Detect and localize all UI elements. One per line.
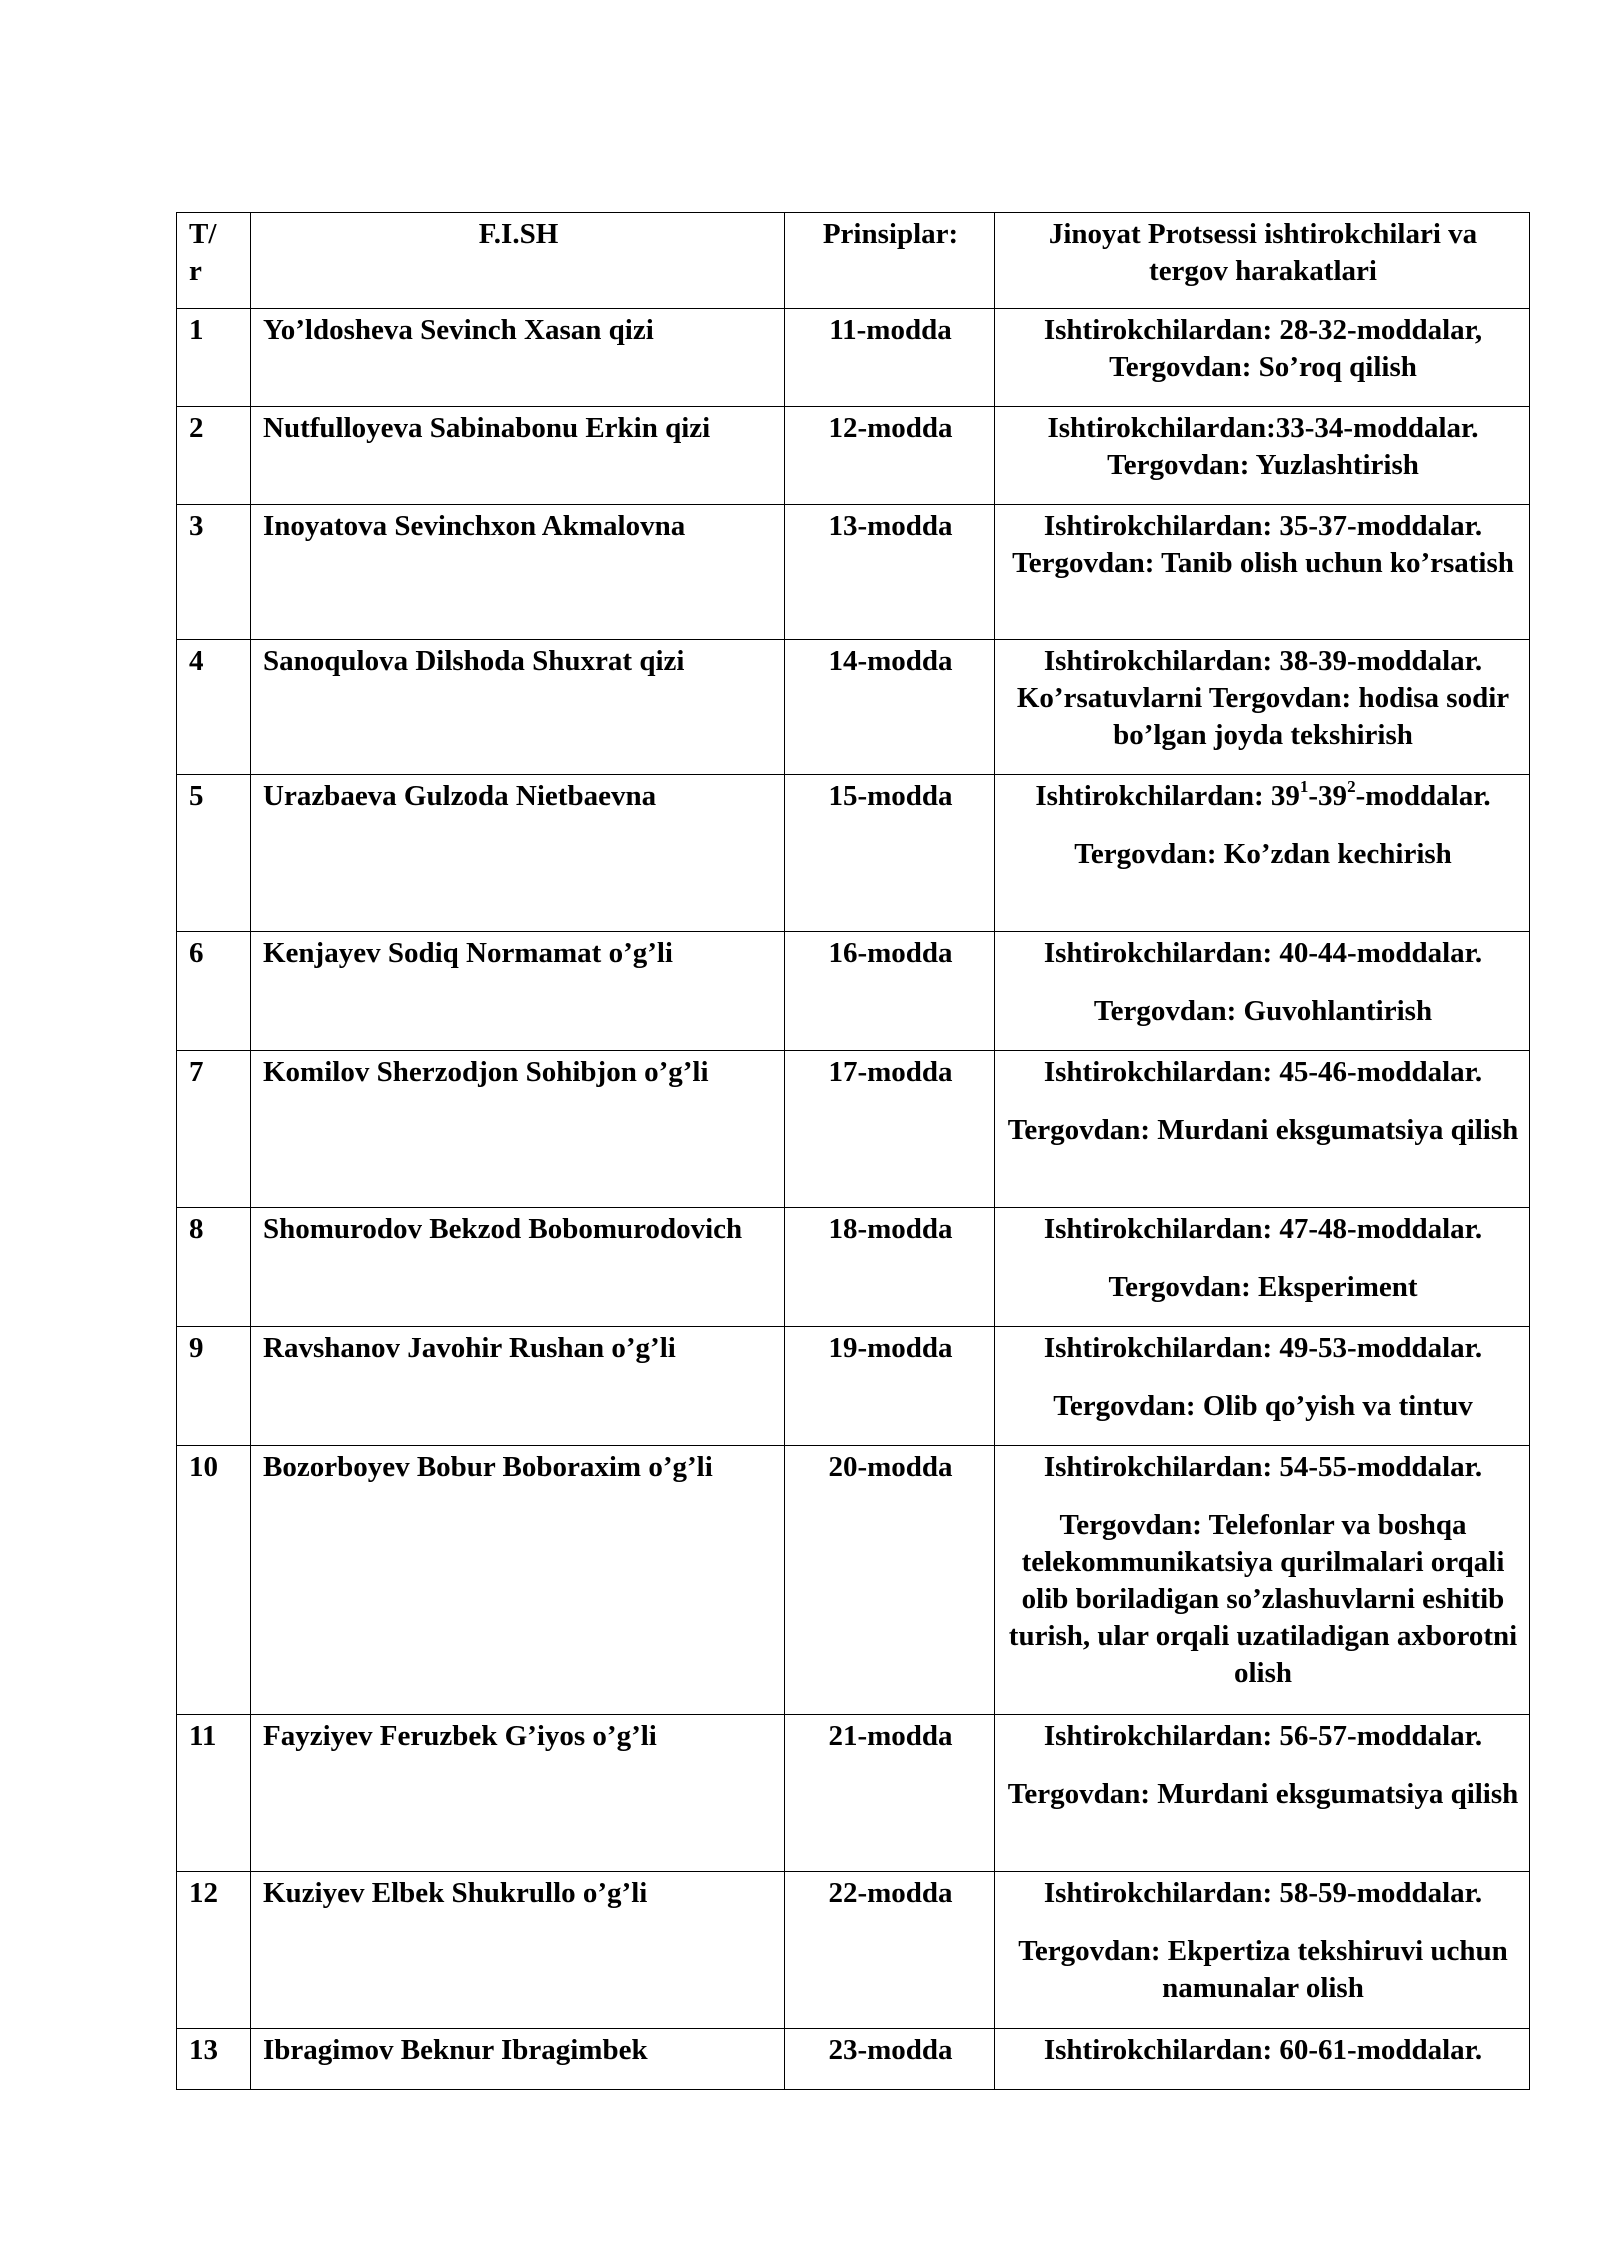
row-article: 12-modda — [785, 407, 995, 505]
header-number-line1: T/ — [189, 218, 217, 250]
participants-text: Ishtirokchilardan: 60-61-moddalar. — [1043, 2034, 1483, 2066]
participants-prefix: Ishtirokchilardan: 39 — [1035, 780, 1300, 812]
table-row — [177, 1051, 1530, 1208]
row-name: Fayziyev Feruzbek G’iyos o’g’li — [251, 1715, 785, 1872]
table-row — [177, 2029, 1530, 2090]
row-article: 22-modda — [785, 1872, 995, 2029]
articles-table — [176, 212, 1530, 2090]
row-number: 6 — [177, 932, 251, 1051]
table-row — [177, 1872, 1530, 2029]
row-article: 14-modda — [785, 640, 995, 775]
investigation-text: Tergovdan: Guvohlantirish — [1093, 995, 1433, 1027]
row-name: Bozorboyev Bobur Boboraxim o’g’li — [251, 1446, 785, 1715]
participants-suffix: -moddalar. — [1355, 780, 1491, 812]
row-number: 9 — [177, 1327, 251, 1446]
row-name: Nutfulloyeva Sabinabonu Erkin qizi — [251, 407, 785, 505]
table-row — [177, 640, 1530, 775]
participants-mid: -39 — [1308, 780, 1348, 812]
row-article: 21-modda — [785, 1715, 995, 1872]
row-number: 3 — [177, 505, 251, 640]
header-row — [177, 213, 1530, 309]
row-participants — [995, 775, 1530, 932]
participants-text: Ishtirokchilardan: 54-55-moddalar. — [1043, 1451, 1483, 1483]
row-number: 12 — [177, 1872, 251, 2029]
table-row — [177, 309, 1530, 407]
superscript-1: 1 — [1299, 777, 1309, 797]
table-row — [177, 505, 1530, 640]
row-participants — [995, 505, 1530, 640]
participants-text: Ishtirokchilardan: 35-37-moddalar. — [1043, 510, 1483, 542]
header-participants: Jinoyat Protsessi ishtirokchilari va tergov harakatlari — [995, 213, 1530, 309]
row-number: 4 — [177, 640, 251, 775]
header-number-line2: r — [189, 255, 202, 287]
table-row — [177, 932, 1530, 1051]
row-participants — [995, 1872, 1530, 2029]
row-number: 13 — [177, 2029, 251, 2090]
investigation-text: Tergovdan: Murdani eksgumatsiya qilish — [1007, 1114, 1519, 1146]
row-article: 23-modda — [785, 2029, 995, 2090]
participants-text: Ishtirokchilardan: 38-39-moddalar. — [1043, 645, 1483, 677]
row-name: Sanoqulova Dilshoda Shuxrat qizi — [251, 640, 785, 775]
row-participants — [995, 932, 1530, 1051]
superscript-2: 2 — [1347, 777, 1356, 797]
row-name: Yo’ldosheva Sevinch Xasan qizi — [251, 309, 785, 407]
investigation-text: Tergovdan: Murdani eksgumatsiya qilish — [1007, 1778, 1519, 1810]
row-participants — [995, 309, 1530, 407]
row-name: Shomurodov Bekzod Bobomurodovich — [251, 1208, 785, 1327]
participants-text: Ishtirokchilardan: 56-57-moddalar. — [1043, 1720, 1483, 1752]
row-article: 15-modda — [785, 775, 995, 932]
row-participants — [995, 1208, 1530, 1327]
row-participants — [995, 1327, 1530, 1446]
row-name: Kuziyev Elbek Shukrullo o’g’li — [251, 1872, 785, 2029]
participants-text: Ishtirokchilardan:33-34-moddalar. — [1047, 412, 1479, 444]
row-article: 11-modda — [785, 309, 995, 407]
row-number: 2 — [177, 407, 251, 505]
header-name: F.I.SH — [251, 213, 785, 309]
row-article: 20-modda — [785, 1446, 995, 1715]
participants-text: Ishtirokchilardan: 28-32-moddalar, — [1043, 314, 1483, 346]
row-name: Urazbaeva Gulzoda Nietbaevna — [251, 775, 785, 932]
row-number: 1 — [177, 309, 251, 407]
table-row — [177, 1715, 1530, 1872]
investigation-text: Tergovdan: Tanib olish uchun ko’rsatish — [1012, 547, 1514, 579]
participants-text: Ishtirokchilardan: 40-44-moddalar. — [1043, 937, 1483, 969]
row-participants — [995, 2029, 1530, 2090]
header-number — [177, 213, 251, 309]
investigation-text: Tergovdan: Eksperiment — [1108, 1271, 1418, 1303]
table-row — [177, 1208, 1530, 1327]
row-article: 18-modda — [785, 1208, 995, 1327]
row-article: 13-modda — [785, 505, 995, 640]
participants-text: Ishtirokchilardan: 45-46-moddalar. — [1043, 1056, 1483, 1088]
row-participants — [995, 1051, 1530, 1208]
row-number: 7 — [177, 1051, 251, 1208]
table-row — [177, 1327, 1530, 1446]
investigation-text: Tergovdan: So’roq qilish — [1109, 351, 1417, 383]
investigation-text: Tergovdan: Yuzlashtirish — [1107, 449, 1419, 481]
table-row — [177, 1446, 1530, 1715]
participants-text: Ishtirokchilardan: 49-53-moddalar. — [1043, 1332, 1483, 1364]
header-principle: Prinsiplar: — [785, 213, 995, 309]
investigation-text: Tergovdan: Olib qo’yish va tintuv — [1053, 1390, 1473, 1422]
row-name: Komilov Sherzodjon Sohibjon o’g’li — [251, 1051, 785, 1208]
investigation-text: Tergovdan: Ekpertiza tekshiruvi uchun namunalar olish — [1018, 1935, 1508, 2004]
row-participants — [995, 1446, 1530, 1715]
row-article: 17-modda — [785, 1051, 995, 1208]
row-participants — [995, 1715, 1530, 1872]
row-article: 19-modda — [785, 1327, 995, 1446]
table-row — [177, 775, 1530, 932]
row-number: 5 — [177, 775, 251, 932]
participants-text: Ishtirokchilardan: 58-59-moddalar. — [1043, 1877, 1483, 1909]
row-number: 8 — [177, 1208, 251, 1327]
row-participants — [995, 407, 1530, 505]
investigation-text: Tergovdan: Ko’zdan kechirish — [1074, 838, 1452, 870]
table-row — [177, 407, 1530, 505]
row-number: 10 — [177, 1446, 251, 1715]
row-participants — [995, 640, 1530, 775]
row-name: Ravshanov Javohir Rushan o’g’li — [251, 1327, 785, 1446]
investigation-text: Tergovdan: Telefonlar va boshqa telekommunikatsiya qurilmalari orqali olib boriladigan so’zlashuvlarni eshitib turish, ular orqali uzatiladigan axborotni olish — [1008, 1509, 1518, 1689]
row-article: 16-modda — [785, 932, 995, 1051]
row-number: 11 — [177, 1715, 251, 1872]
investigation-text: Ko’rsatuvlarni Tergovdan: hodisa sodir bo’lgan joyda tekshirish — [1016, 682, 1510, 751]
row-name: Inoyatova Sevinchxon Akmalovna — [251, 505, 785, 640]
participants-text — [1007, 778, 1519, 815]
row-name: Ibragimov Beknur Ibragimbek — [251, 2029, 785, 2090]
participants-text: Ishtirokchilardan: 47-48-moddalar. — [1043, 1213, 1483, 1245]
row-name: Kenjayev Sodiq Normamat o’g’li — [251, 932, 785, 1051]
